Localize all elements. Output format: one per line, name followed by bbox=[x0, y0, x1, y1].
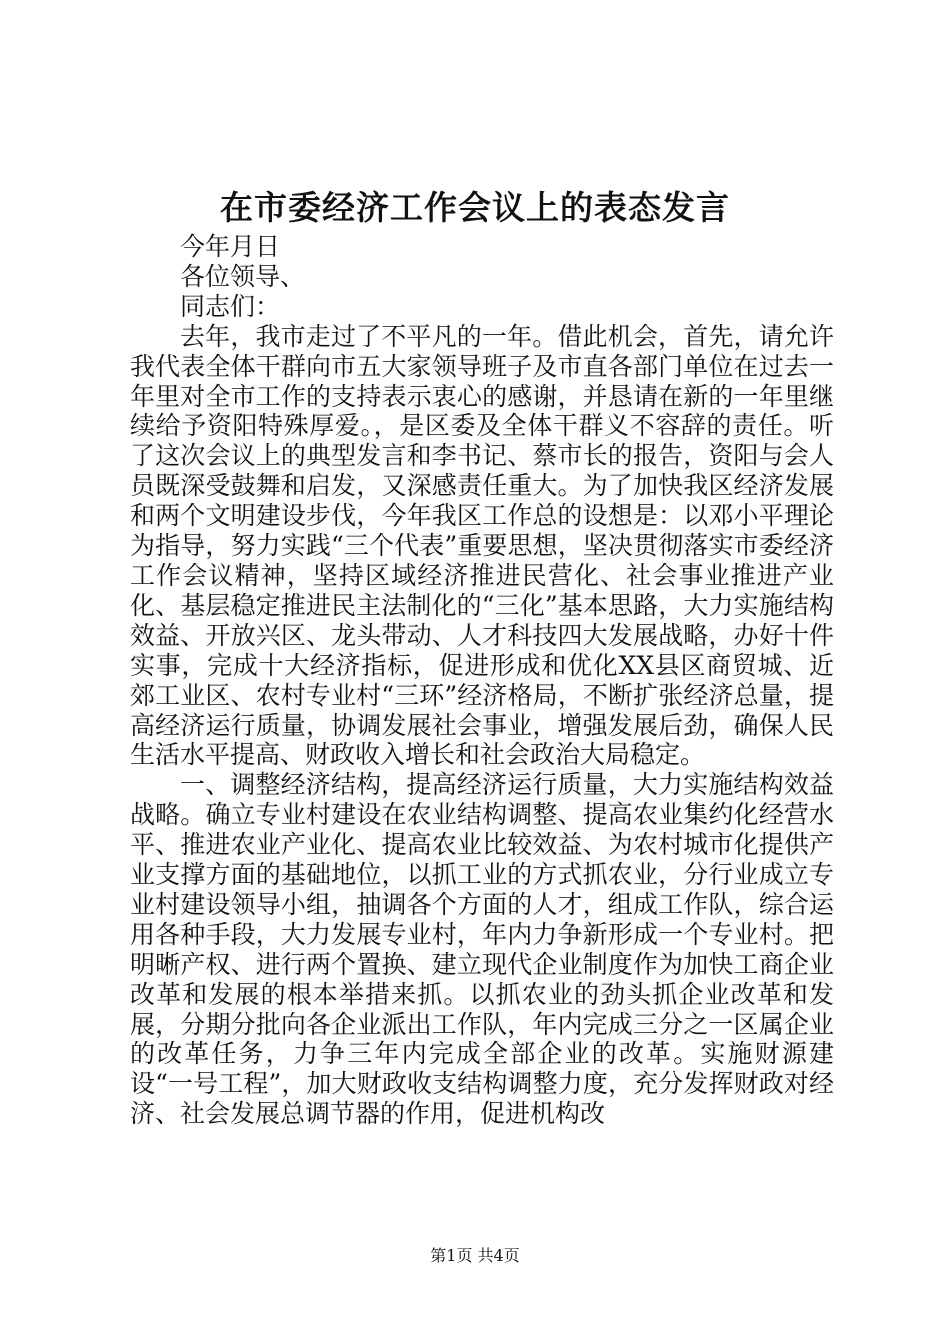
page-number-footer: 第1页 共4页 bbox=[430, 1246, 520, 1265]
document-title: 在市委经济工作会议上的表态发言 bbox=[220, 188, 730, 227]
salutation-line-2: 同志们： bbox=[180, 291, 281, 321]
salutation-line-1: 各位领导、 bbox=[180, 261, 306, 291]
date-line: 今年月日 bbox=[180, 232, 281, 261]
document-body bbox=[130, 232, 834, 1129]
body-paragraph-1: 去年，我市走过了不平凡的一年。借此机会，首先，请允许我代表全体干群向市五大家领导班子及市直各部门单位在过去一年里对全市工作的支持表示衷心的感谢，并恳请在新的一年里继续给予资阳特殊厚爱。，是区委及全体干群义不容辞的责任。听了这次会议上的典型发言和李书记、蔡市长的报告，资阳与会人员既深受鼓舞和启发，又深感责任重大。为了加快我区经济发展和两个文明建设步伐，今年我区工作总的设想是：以邓小平理论为指导，努力实践“三个代表”重要思想，坚决贯彻落实市委经济工作会议精神，坚持区域经济推进民营化、社会事业推进产业化、基层稳定推进民主法制化的“三化”基本思路，大力实施结构效益、开放兴区、龙头带动、人才科技四大发展战略，办好十件实事，完成十大经济指标，促进形成和优化XX县区商贸城、近郊工业区、农村专业村“三环”经济格局，不断扩张经济总量，提高经济运行质量，协调发展社会事业，增强发展后劲，确保人民生活水平提高、财政收入增长和社会政治大局稳定。 bbox=[130, 321, 834, 770]
body-paragraph-2: 一、调整经济结构，提高经济运行质量，大力实施结构效益战略。确立专业村建设在农业结构调整、提高农业集约化经营水平、推进农业产业化、提高农业比较效益、为农村城市化提供产业支撑方面的基础地位，以抓工业的方式抓农业，分行业成立专业村建设领导小组，抽调各个方面的人才，组成工作队，综合运用各种手段，大力发展专业村，年内力争新形成一个专业村。把明晰产权、进行两个置换、建立现代企业制度作为加快工商企业改革和发展的根本举措来抓。以抓农业的劲头抓企业改革和发展，分期分批向各企业派出工作队，年内完成三分之一区属企业的改革任务，力争三年内完成全部企业的改革。实施财源建设“一号工程”，加大财政收支结构调整力度，充分发挥财政对经济、社会发展总调节器的作用，促进机构改 bbox=[130, 770, 834, 1129]
